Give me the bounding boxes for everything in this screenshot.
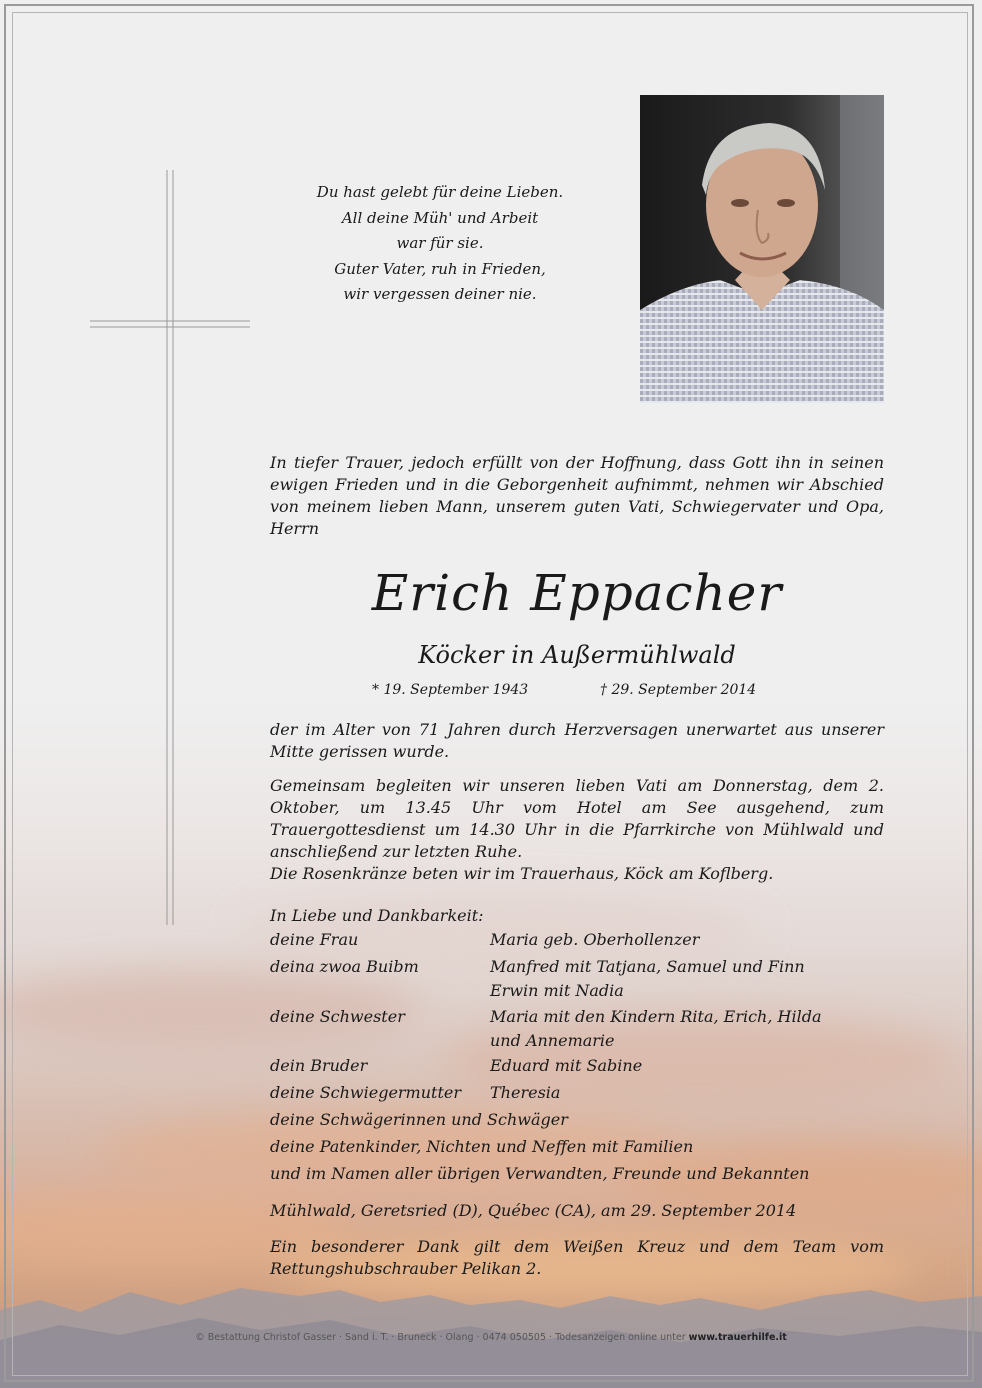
poem-line: wir vergessen deiner nie. bbox=[343, 285, 537, 303]
family-label: dein Bruder bbox=[270, 1056, 368, 1075]
death-date: † 29. September 2014 bbox=[600, 682, 757, 698]
family-names: Manfred mit Tatjana, Samuel und Finn bbox=[490, 957, 805, 976]
birth-date: * 19. September 1943 bbox=[372, 682, 529, 698]
thanks-heading: In Liebe und Dankbarkeit: bbox=[270, 906, 484, 925]
deceased-origin: Köcker in Außermühlwald bbox=[418, 641, 736, 669]
deceased-name: Erich Eppacher bbox=[371, 564, 783, 622]
footer bbox=[0, 1332, 982, 1343]
family-extra-line: deine Patenkinder, Nichten und Neffen mit Familien bbox=[270, 1137, 694, 1156]
poem-line: Du hast gelebt für deine Lieben. bbox=[316, 183, 564, 201]
footer-text: © Bestattung Christof Gasser · Sand i. T. · Bruneck · Olang · 0474 050505 · Todesanzeigen online unter bbox=[195, 1332, 686, 1343]
age-text: der im Alter von 71 Jahren durch Herzversagen unerwartet aus unserer Mitte gerissen wurde. bbox=[270, 720, 884, 761]
poem bbox=[290, 180, 590, 308]
family-extra-line: deine Schwägerinnen und Schwäger bbox=[270, 1110, 568, 1129]
family-extra-line: und im Namen aller übrigen Verwandten, Freunde und Bekannten bbox=[270, 1164, 810, 1183]
family-names: Maria mit den Kindern Rita, Erich, Hilda bbox=[490, 1007, 822, 1026]
family-label: deine Schwiegermutter bbox=[270, 1083, 462, 1102]
family-names: und Annemarie bbox=[490, 1031, 615, 1050]
family-label: deina zwoa Buibm bbox=[270, 957, 419, 976]
family-names: Eduard mit Sabine bbox=[490, 1056, 643, 1075]
poem-line: All deine Müh' und Arbeit bbox=[341, 208, 539, 227]
place-date: Mühlwald, Geretsried (D), Québec (CA), am 29. September 2014 bbox=[270, 1201, 797, 1220]
footer-link[interactable]: www.trauerhilfe.it bbox=[688, 1332, 787, 1343]
intro-text: In tiefer Trauer, jedoch erfüllt von der Hoffnung, dass Gott ihn in seinen ewigen Frieden und in die Geborgenheit aufnimmt, nehmen wir Abschied von meinem lieben Mann, unserem guten Vati, Schwiegervater und Opa, Herrn bbox=[270, 453, 884, 538]
portrait-photo bbox=[640, 95, 884, 403]
family-names: Maria geb. Oberhollenzer bbox=[490, 930, 700, 949]
final-thanks: Ein besonderer Dank gilt dem Weißen Kreuz und dem Team vom Rettungshubschrauber Pelikan 2. bbox=[270, 1237, 884, 1278]
family-label: deine Schwester bbox=[270, 1007, 405, 1026]
rosary-text: Die Rosenkränze beten wir im Trauerhaus, Köck am Koflberg. bbox=[270, 864, 774, 883]
family-label: deine Frau bbox=[270, 930, 359, 949]
family-names: Theresia bbox=[490, 1083, 561, 1102]
poem-line: Guter Vater, ruh in Frieden, bbox=[334, 259, 546, 278]
poem-line: war für sie. bbox=[396, 234, 484, 252]
ceremony-text: Gemeinsam begleiten wir unseren lieben Vati am Donnerstag, dem 2. Oktober, um 13.45 Uhr vom Hotel am See ausgehend, zum Trauergottesdienst um 14.30 Uhr in die Pfarrkirche von Mühlwald und anschließend zur letzten Ruhe. bbox=[270, 776, 884, 861]
family-names: Erwin mit Nadia bbox=[490, 981, 624, 1000]
